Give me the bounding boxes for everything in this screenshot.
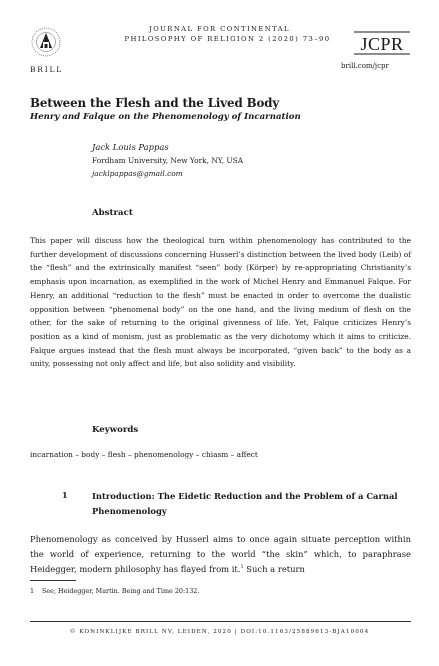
article-subtitle: Henry and Falque on the Phenomenology of Incarnation xyxy=(30,112,301,122)
journal-name: JOURNAL FOR CONTINENTAL xyxy=(149,25,290,33)
keywords-heading: Keywords xyxy=(92,425,139,435)
section-number: 1 xyxy=(62,490,68,500)
author-affiliation: Fordham University, New York, NY, USA xyxy=(92,156,244,165)
journal-issue: PHILOSOPHY OF RELIGION 2 (2020) 73–90 xyxy=(124,35,331,43)
footnote xyxy=(30,587,199,595)
journal-url[interactable]: brill.com/jcpr xyxy=(341,62,389,70)
article-title: Between the Flesh and the Lived Body xyxy=(30,96,280,110)
author-email[interactable]: jacklpappas@gmail.com xyxy=(92,169,183,178)
author-name: Jack Louis Pappas xyxy=(92,142,169,152)
footnote-text: See, Heidegger, Martin. Being and Time 20:132. xyxy=(42,587,200,595)
body-paragraph xyxy=(30,532,411,576)
footnote-ref[interactable]: 1 xyxy=(240,563,244,570)
footnote-number: 1 xyxy=(30,587,35,595)
keywords-list: incarnation – body – flesh – phenomenology – chiasm – affect xyxy=(30,450,258,459)
body-text: Phenomenology as conceived by Husserl aims to once again situate perception within the world of experience, returning to the world “the skin” which, to paraphrase Heidegger, modern philosophy has flayed from it. xyxy=(30,534,411,574)
publisher-name: BRILL xyxy=(30,65,64,74)
body-text-tail: Such a return xyxy=(243,563,305,574)
abstract-text: This paper will discuss how the theological turn within phenomenology has contributed to the further development of discussions concerning Husserl’s distinction between the lived body (Leib) of the “flesh” and the extrinsically manifest “seen” body (Körper) by re-appropriating Christianity’s emphasis upon incarnation, as exemplified in the work of Michel Henry and Emmanuel Falque. For Henry, an additional “reduction to the flesh” must be enacted in order to overcome the dualistic opposition between “phenomenal body” on the one hand, and the living medium of flesh on the other, for the sake of returning to the original givenness of life. Yet, Falque criticizes Henry’s position as a kind of monism, just as problematic as the very dichotomy which it aims to criticize. Falque argues instead that the flesh must always be incorporated, “given back” to the body as a unity, possessing not only affect and life, but also solidity and visibility. xyxy=(30,236,411,369)
copyright-footer: © KONINKLIJKE BRILL NV, LEIDEN, 2020 | DOI:10.1163/25889613-BJA10004 xyxy=(69,629,370,635)
svg-text:JCPR: JCPR xyxy=(360,34,404,54)
footer-divider xyxy=(30,621,411,622)
section-title: Introduction: The Eidetic Reduction and the Problem of a Carnal Phenomenology xyxy=(92,491,398,516)
footnote-divider xyxy=(30,580,76,581)
abstract-heading: Abstract xyxy=(92,208,133,218)
jcpr-logo xyxy=(354,30,410,56)
